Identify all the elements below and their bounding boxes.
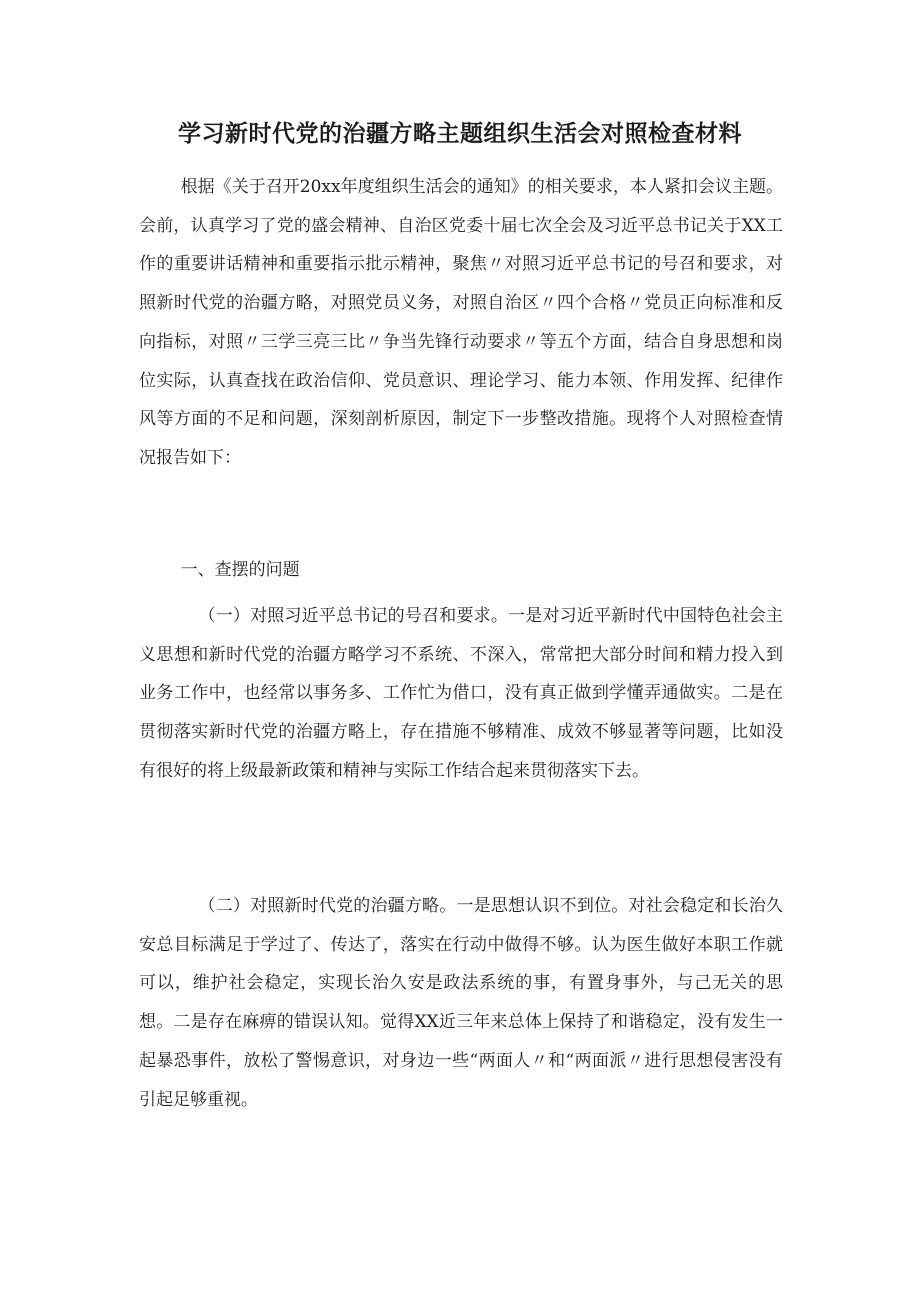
problem-item-2: （二）对照新时代党的治疆方略。一是思想认识不到位。对社会稳定和长治久安总目标满足于学过了、传达了，落实在行动中做得不够。认为医生做好本职工作就可以，维护社会稳定，实现长治久安是政法系统的事，有置身事外，与己无关的思想。二是存在麻痹的错误认知。觉得XX近三年来总体上保持了和谐稳定，没有发生一起暴恐事件，放松了警惕意识，对身边一些“两面人〃和“两面派〃进行思想侵害没有引起足够重视。 — [139, 896, 783, 1110]
section-heading: 一、查摆的问题 — [180, 560, 300, 580]
problem-item-1: （一）对照习近平总书记的号召和要求。一是对习近平新时代中国特色社会主义思想和新时代党的治疆方略学习不系统、不深入，常常把大部分时间和精力投入到业务工作中，也经常以事务多、工作忙为借口，没有真正做到学懂弄通做实。二是在贯彻落实新时代党的治疆方略上，存在措施不够精准、成效不够显著等问题，比如没有很好的将上级最新政策和精神与实际工作结合起来贯彻落实下去。 — [139, 606, 783, 781]
intro-paragraph: 根据《关于召开20xx年度组织生活会的通知》的相关要求，本人紧扣会议主题。会前，认真学习了党的盛会精神、自治区党委十届七次全会及习近平总书记关于XX工作的重要讲话精神和重要指示批示精神，聚焦〃对照习近平总书记的号召和要求，对照新时代党的治疆方略，对照党员义务，对照自治区〃四个合格〃党员正向标准和反向指标，对照〃三学三亮三比〃争当先锋行动要求〃等五个方面，结合自身思想和岗位实际，认真查找在政治信仰、党员意识、理论学习、能力本领、作用发挥、纪律作风等方面的不足和问题，深刻剖析原因，制定下一步整改措施。现将个人对照检查情况报告如下： — [139, 177, 783, 468]
document-title: 学习新时代党的治疆方略主题组织生活会对照检查材料 — [178, 121, 742, 147]
